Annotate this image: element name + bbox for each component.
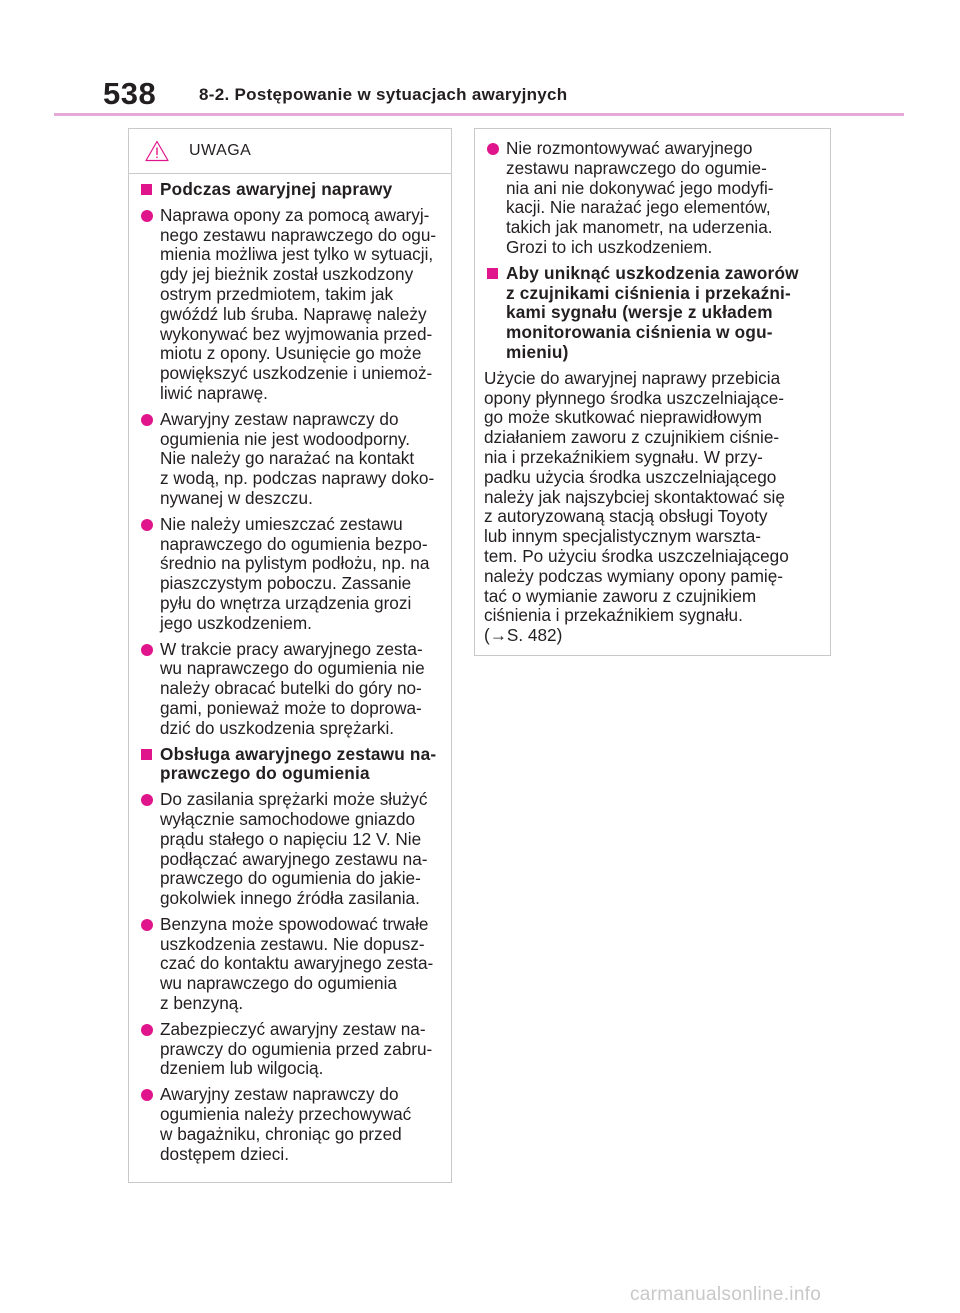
watermark: carmanualsonline.info bbox=[630, 1284, 822, 1305]
section-heading: Obsługa awaryjnego zestawu na- prawczego do ogumienia bbox=[138, 745, 447, 785]
bullet-item: Zabezpieczyć awaryjny zestaw na- prawczy do ogumienia przed zabru- dzeniem lub wilgocią. bbox=[138, 1020, 447, 1079]
bullet-item: Do zasilania sprężarki może służyć wyłącznie samochodowe gniazdo prądu stałego o napięciu 12 V. Nie podłączać awaryjnego zestawu na- prawczego do ogumienia do jakie- gokolwiek innego źródła zasilania. bbox=[138, 790, 447, 909]
bullet-item: Benzyna może spowodować trwałe uszkodzenia zestawu. Nie dopusz- czać do kontaktu awaryjnego zesta- wu naprawczego do ogumienia z benzyną. bbox=[138, 915, 447, 1014]
bullet-item: Naprawa opony za pomocą awaryj- nego zestawu naprawczego do ogu- mienia możliwa jest tylko w sytuacji, gdy jej bieżnik został uszkodzony ostrym przedmiotem, takim jak gwóźdź lub śruba. Naprawę należy wykonywać bez wyjmowania przed- miotu z opony. Usunięcie go może powiększyć uszkodzenie i uniemoż- liwić naprawę. bbox=[138, 206, 447, 404]
warning-content-left bbox=[138, 180, 447, 1170]
bullet-item: Awaryjny zestaw naprawczy do ogumienia nie jest wodoodporny. Nie należy go narażać na kontakt z wodą, np. podczas naprawy doko- nywanej w deszczu. bbox=[138, 410, 447, 509]
header-rule bbox=[54, 113, 904, 116]
section-heading: Podczas awaryjnej naprawy bbox=[138, 180, 447, 200]
bullet-item: W trakcie pracy awaryjnego zesta- wu naprawczego do ogumienia nie należy obracać butelki do góry no- gami, ponieważ może to doprowa- dzić do uszkodzenia sprężarki. bbox=[138, 640, 447, 739]
page-number: 538 bbox=[103, 76, 157, 111]
bullet-item: Nie rozmontowywać awaryjnego zestawu naprawczego do ogumie- nia ani nie dokonywać jego modyfi- kacji. Nie narażać jego elementów, takich jak manometr, na uderzenia. Grozi to ich uszkodzeniem. bbox=[484, 139, 826, 258]
body-paragraph: Użycie do awaryjnej naprawy przebicia opony płynnego środka uszczelniające- go może skutkować nieprawidłowym działaniem zaworu z czujnikiem ciśnie- nia i przekaźnikiem sygnału. W przy- padku użycia środka uszczelniającego należy jak najszybciej skontaktować się z autoryzowaną stacją obsługi Toyoty lub innym specjalistycznym warszta- tem. Po użyciu środka uszczelniającego należy podczas wymiany opony pamię- tać o wymianie zaworu z czujnikiem ciśnienia i przekaźnikiem sygnału. (→S. 482) bbox=[484, 367, 789, 646]
bullet-item: Nie należy umieszczać zestawu naprawczego do ogumienia bezpo- średnio na pylistym podłożu, np. na piaszczystym poboczu. Zassanie pyłu do wnętrza urządzenia grozi jego uszkodzeniem. bbox=[138, 515, 447, 634]
warning-label: UWAGA bbox=[189, 142, 252, 159]
section-heading: Aby uniknąć uszkodzenia zaworów z czujnikami ciśnienia i przekaźni- kami sygnału (wersje z układem monitorowania ciśnienia w ogu- mieniu) bbox=[484, 264, 826, 363]
section-title: 8-2. Postępowanie w sytuacjach awaryjnych bbox=[199, 85, 568, 104]
warning-box-right bbox=[474, 128, 831, 656]
page-header bbox=[103, 78, 853, 110]
warning-triangle-icon bbox=[145, 140, 169, 162]
warning-header bbox=[129, 129, 451, 174]
warning-content-right bbox=[484, 139, 826, 646]
bullet-item: Awaryjny zestaw naprawczy do ogumienia należy przechowywać w bagażniku, chroniąc go przed dostępem dzieci. bbox=[138, 1085, 447, 1164]
warning-box-left bbox=[128, 128, 452, 1183]
